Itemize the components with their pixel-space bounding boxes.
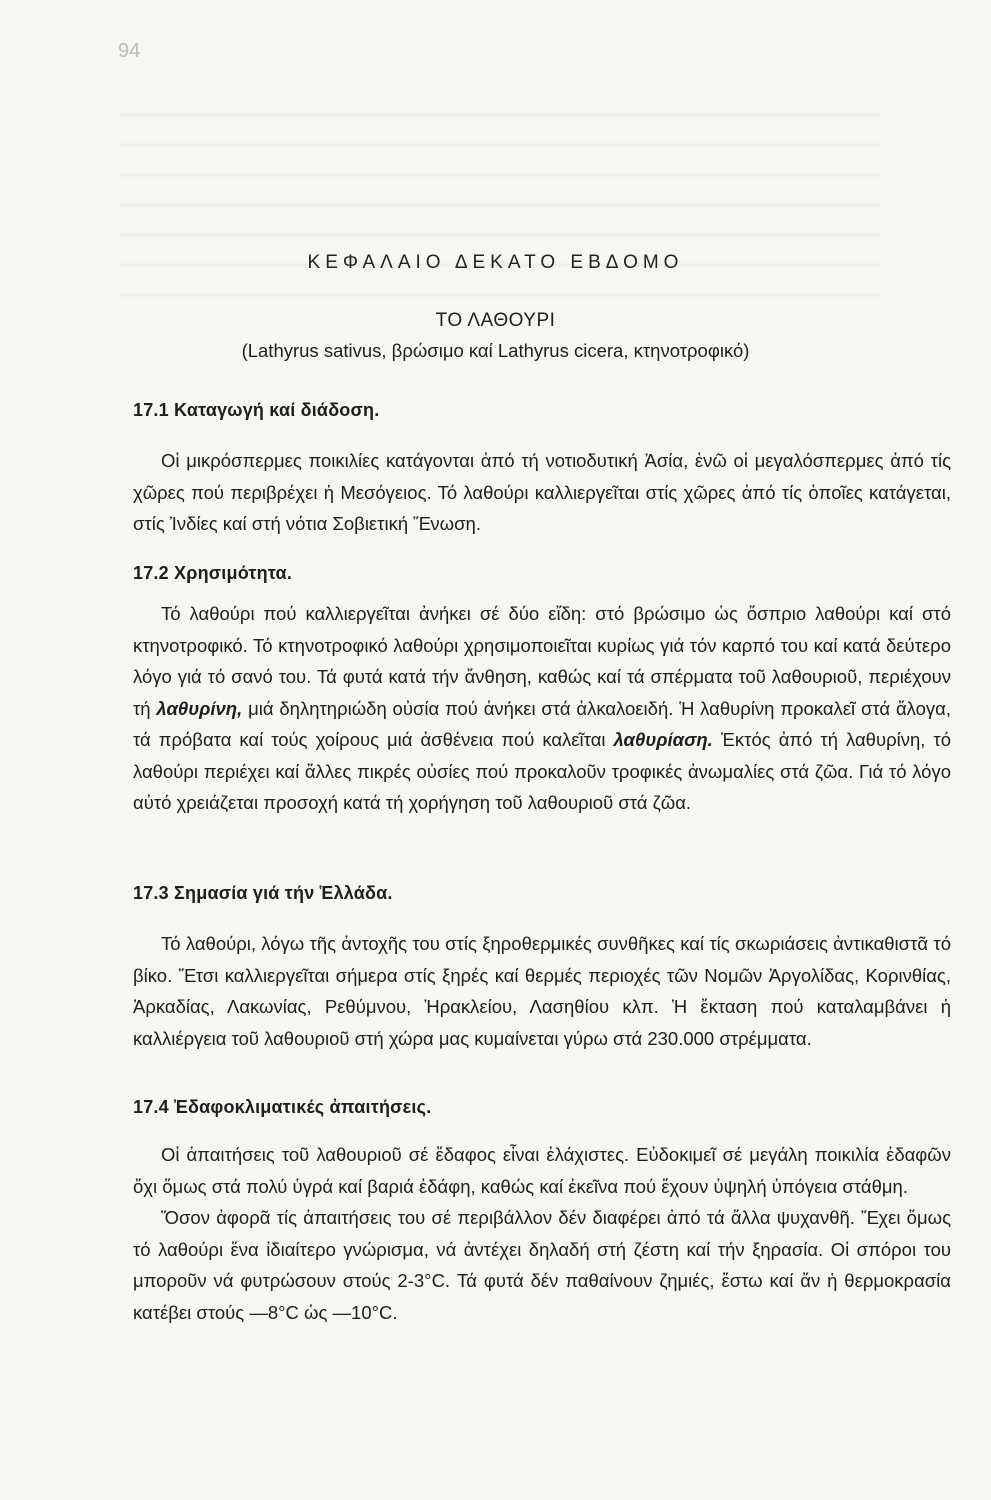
paragraph [133, 598, 951, 819]
subject-title: ΤΟ ΛΑΘΟΥΡΙ [435, 310, 556, 331]
section-body-17-2 [133, 598, 951, 819]
paragraph-text: Ἐκτός ἀπό τή λαθυρίνη, τό λαθούρι περιέχει καί ἄλλες πικρές οὐσίες πού προκαλοῦν τροφικές ἀνωμαλίες στά ζῶα. Γιά τό λόγο αὐτό χρειάζεται προσοχή κατά τή χορήγηση τοῦ λαθουριοῦ στά ζῶα. [133, 729, 951, 813]
section-heading-17-2: 17.2 Χρησιμότητα. [133, 563, 293, 583]
term-lathyriasis: λαθυρίαση. [613, 729, 713, 750]
section-heading-17-1: 17.1 Καταγωγή καί διάδοση. [133, 400, 380, 420]
section-heading-17-4: 17.4 Ἐδαφοκλιματικές ἀπαιτήσεις. [133, 1097, 432, 1117]
page-number: 94 [118, 40, 141, 62]
chapter-title: ΚΕΦΑΛΑΙΟ ΔΕΚΑΤΟ ΕΒΔΟΜΟ [307, 252, 684, 273]
paragraph: Ὅσον ἀφορᾶ τίς ἀπαιτήσεις του σέ περιβάλλον δέν διαφέρει ἀπό τά ἄλλα ψυχανθῆ. Ἔχει ὅμως τό λαθούρι ἕνα ἰδιαίτερο γνώρισμα, νά ἀντέχει δηλαδή στή ζέστη καί τήν ξηρασία. Οἱ σπόροι του μποροῦν νά φυτρώσουν στούς 2-3°C. Τά φυτά δέν παθαίνουν ζημιές, ἔστω καί ἄν ἡ θερμοκρασία κατέβει στούς —8°C ὡς —10°C. [133, 1207, 951, 1323]
paragraph: Οἱ μικρόσπερμες ποικιλίες κατάγονται ἀπό τή νοτιοδυτική Ἀσία, ἐνῶ οἱ μεγαλόσπερμες ἀπό τίς χῶρες πού περιβρέχει ἡ Μεσόγειος. Τό λαθούρι καλλιεργεῖται στίς χῶρες ἀπό τίς ὁποῖες κατάγεται, στίς Ἰνδίες καί στή νότια Σοβιετική Ἕνωση. [133, 450, 951, 534]
section-body-17-1 [133, 445, 951, 540]
paragraph-text: Τό λαθούρι πού καλλιεργεῖται ἀνήκει σέ δύο εἴδη: στό βρώσιμο ὡς ὄσπριο λαθούρι καί στό κτηνοτροφικό. Τό κτηνοτροφικό λαθούρι χρησιμοποιεῖται κυρίως γιά τόν καρπό του καί κατά δεύτερο λόγο γιά τό σανό του. Τά φυτά κατά τήν ἄνθηση, καθώς καί τά σπέρματα τοῦ λαθουριοῦ, περιέχουν τή [133, 603, 951, 719]
paragraph: Οἱ ἀπαιτήσεις τοῦ λαθουριοῦ σέ ἔδαφος εἶναι ἐλάχιστες. Εὐδοκιμεῖ σέ μεγάλη ποικιλία ἐδαφῶν ὄχι ὅμως στά πολύ ὑγρά καί βαριά ἐδάφη, καθώς καί ἐκεῖνα πού ἔχουν ὑψηλή ὑπόγεια στάθμη. [133, 1144, 951, 1197]
subject-subtitle: (Lathyrus sativus, βρώσιμο καί Lathyrus cicera, κτηνοτροφικό) [241, 340, 750, 361]
paragraph: Τό λαθούρι, λόγω τῆς ἀντοχῆς του στίς ξηροθερμικές συνθῆκες καί τίς σκωριάσεις ἀντικαθιστᾶ τό βίκο. Ἔτσι καλλιεργεῖται σήμερα στίς ξηρές καί θερμές περιοχές τῶν Νομῶν Ἀργολίδας, Κορινθίας, Ἀρκαδίας, Λακωνίας, Ρεθύμνου, Ἡρακλείου, Λασηθίου κλπ. Ἡ ἔκταση πού καταλαμβάνει ἡ καλλιέργεια τοῦ λαθουριοῦ στή χώρα μας κυμαίνεται γύρω στά 230.000 στρέμματα. [133, 933, 951, 1049]
section-heading-17-3: 17.3 Σημασία γιά τήν Ἑλλάδα. [133, 883, 393, 903]
paragraph-text: μιά δηλητηριώδη οὐσία πού ἀνήκει στά ἀλκαλοειδή. Ἡ λαθυρίνη προκαλεῖ στά ἄλογα, τά πρόβατα καί τούς χοίρους μιά ἀσθένεια πού καλεῖται [133, 697, 951, 750]
section-body-17-3 [133, 928, 951, 1054]
section-body-17-4 [133, 1139, 951, 1328]
term-lathyrine: λαθυρίνη, [156, 697, 243, 719]
